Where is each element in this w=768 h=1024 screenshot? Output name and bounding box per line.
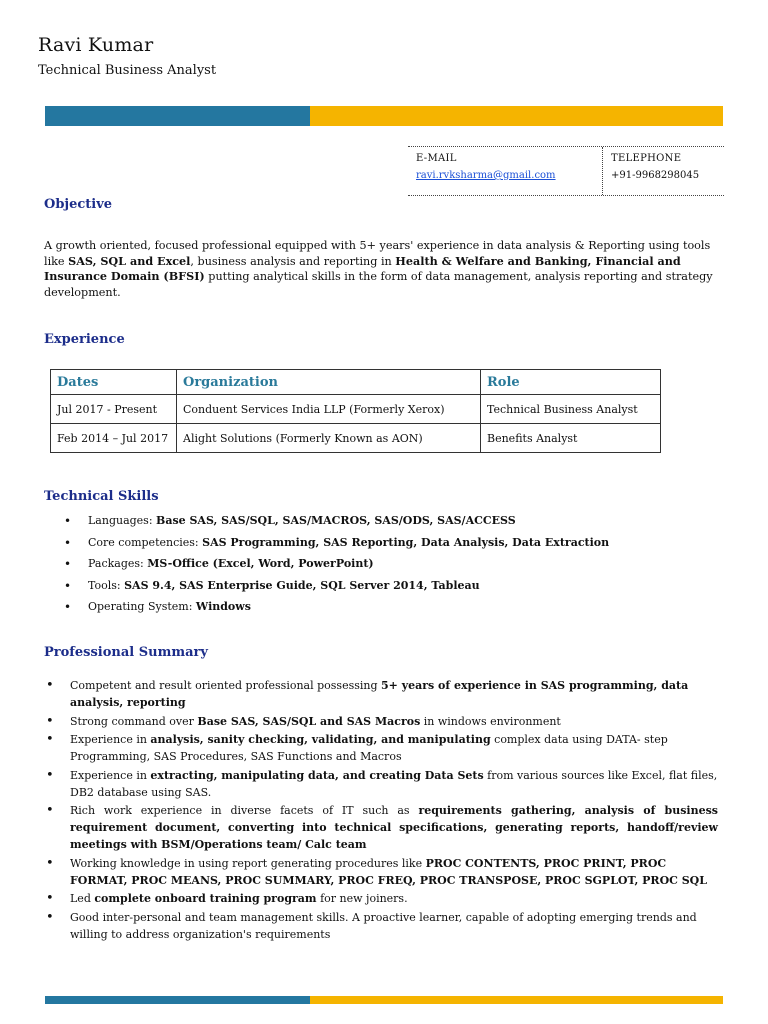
table-cell: Benefits Analyst <box>481 424 661 453</box>
list-item: • Core competencies: SAS Programming, SAS Reporting, Data Analysis, Data Extraction <box>62 534 702 556</box>
list-item: • Tools: SAS 9.4, SAS Enterprise Guide, SQL Server 2014, Tableau <box>62 577 702 599</box>
phone-value: +91-9968298045 <box>611 170 700 181</box>
list-item: • Strong command over Base SAS, SAS/SQL and SAS Macros in windows environment <box>44 713 718 730</box>
skills-list <box>62 512 702 620</box>
table-cell: Alight Solutions (Formerly Known as AON) <box>177 424 481 453</box>
footer-color-band <box>45 996 723 1004</box>
email-label: E-MAIL <box>416 153 457 164</box>
table-header-row <box>51 370 661 395</box>
list-item: • Competent and result oriented professional possessing 5+ years of experience in SAS programming, data analysis, reporting <box>44 677 718 711</box>
list-item: • Operating System: Windows <box>62 598 702 620</box>
table-row <box>51 424 661 453</box>
band-gold-segment <box>310 106 723 126</box>
table-cell: Technical Business Analyst <box>481 395 661 424</box>
list-item: • Rich work experience in diverse facets of IT such as requirements gathering, analysis of business requirement document, converting into technical specifications, generating reports, handoff/review meetings with BSM/Operations team/ Calc team <box>44 802 718 853</box>
summary-heading: Professional Summary <box>44 645 208 660</box>
table-cell: Feb 2014 – Jul 2017 <box>51 424 177 453</box>
list-item: • Languages: Base SAS, SAS/SQL, SAS/MACROS, SAS/ODS, SAS/ACCESS <box>62 512 702 534</box>
column-header: Role <box>481 370 661 395</box>
experience-heading: Experience <box>44 332 125 347</box>
email-column <box>408 147 603 195</box>
objective-heading: Objective <box>44 197 113 212</box>
experience-table <box>50 369 661 453</box>
candidate-name: Ravi Kumar <box>38 34 154 56</box>
job-title: Technical Business Analyst <box>38 63 217 78</box>
skills-heading: Technical Skills <box>44 489 159 504</box>
list-item: • Packages: MS-Office (Excel, Word, PowerPoint) <box>62 555 702 577</box>
list-item: • Working knowledge in using report generating procedures like PROC CONTENTS, PROC PRINT, PROC FORMAT, PROC MEANS, PROC SUMMARY, PROC FREQ, PROC TRANSPOSE, PROC SGPLOT, PROC SQL <box>44 855 718 889</box>
column-header: Organization <box>177 370 481 395</box>
list-item: • Experience in extracting, manipulating data, and creating Data Sets from various sources like Excel, flat files, DB2 database using SAS. <box>44 767 718 801</box>
column-header: Dates <box>51 370 177 395</box>
summary-list <box>44 677 718 944</box>
list-item: • Good inter-personal and team management skills. A proactive learner, capable of adopting emerging trends and willing to address organization's requirements <box>44 909 718 943</box>
phone-label: TELEPHONE <box>611 153 682 164</box>
table-row <box>51 395 661 424</box>
band-blue-segment <box>45 106 310 126</box>
list-item: • Experience in analysis, sanity checking, validating, and manipulating complex data using DATA- step Programming, SAS Procedures, SAS Functions and Macros <box>44 731 718 765</box>
contact-block <box>408 146 724 196</box>
header-color-band <box>45 106 723 126</box>
table-cell: Jul 2017 - Present <box>51 395 177 424</box>
email-link[interactable]: ravi.rvksharma@gmail.com <box>416 170 556 181</box>
table-cell: Conduent Services India LLP (Formerly Xerox) <box>177 395 481 424</box>
band-gold-segment <box>310 996 723 1004</box>
objective-text: A growth oriented, focused professional equipped with 5+ years' experience in data analysis & Reporting using tools like SAS, SQL and Excel, business analysis and reporting in Health & Welfare and Banking, Financial and Insurance Domain (BFSI) putting analytical skills in the form of data management, analysis reporting and strategy development. <box>44 239 713 299</box>
phone-column <box>603 147 724 195</box>
band-blue-segment <box>45 996 310 1004</box>
list-item: • Led complete onboard training program for new joiners. <box>44 890 718 907</box>
